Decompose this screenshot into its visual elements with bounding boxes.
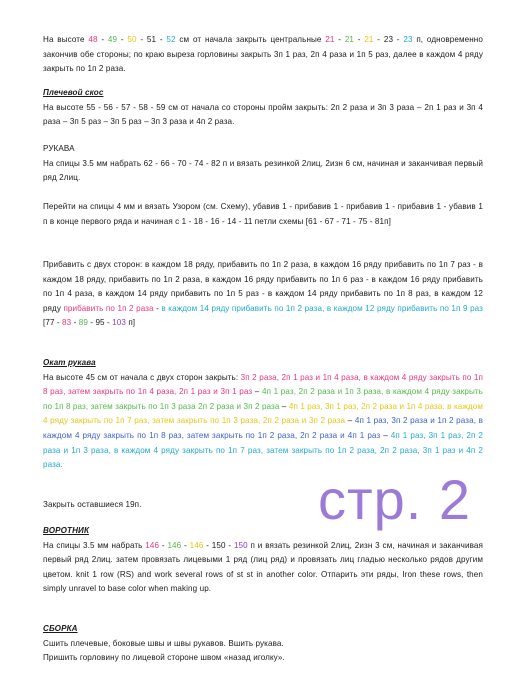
size-value: 51 [146,35,157,44]
size-instruction: 3п 2 раза, 2п 1 раз и 1п 4 раза, в каждом 4 ряду закрыть по 1п 8 раз, затем закрыть по 1п 4 раза, 2п 1 раз и 3п 1 раз [43,372,483,397]
text: см от начала закрыть центральные [175,35,326,44]
size-instruction: 4п 1 раз, 2п 2 раза и 1п 3 раза, в каждом 4 ряду закрыть по 1п 8 раз, затем закрыть по 1п 3 раза 2п 2 раза и 3п 2 раза [43,387,483,411]
text: п и вязать резинкой 2лиц, 2изн 3 см, начиная и заканчивая первый ряд 2лиц. затем провязать лицевыми 1 ряд (лиц ряд) и провязать лиц гладью несколько рядов другим цветом. knit 1 row (RS) and work several rows of st st in another color. Отпарить эти ряды, Iron these rows, then simply unravel to base color when making up. [43,540,483,594]
text: - [373,35,384,44]
size-value: 146 [167,540,182,550]
text: п] [125,318,136,328]
size-value: 23 [403,35,413,44]
text: [77 - [43,318,63,328]
size-instruction: 4п 1 раз, 3п 1 раз, 2п 2 раза и 1п 3 раза, в каждом 4 ряду закрыть по 1п 7 раз, затем закрыть по 1п 2 раза, 2п 2 раза, 3п 1 раз и 4п 2 раза. [43,430,483,470]
text: - [156,35,167,44]
size-value: 21 [364,35,374,44]
size-value: 49 [107,35,118,44]
text: Прибавить с двух сторон: в каждом 18 ряду, прибавить по 1п 2 раза, в каждом 16 ряду прибавить по 1п 7 раз - в каждом 18 ряду, прибавить по 1п 2 раза, в каждом 16 ряду прибавить по 1п 6 раз - в каждом 16 ряду прибавить по 1п 4 раза, в каждом 14 ряду прибавить по 1п 5 раз - в каждом 14 ряду прибавить по 1п 8 раз, в каждом 12 ряду [43,260,483,313]
text: На высоте 45 см от начала с двух сторон закрыть: [43,372,241,382]
text: - [104,318,113,328]
text: На спицы 3.5 мм набрать [43,540,146,550]
text: - 150 - [203,540,234,550]
size-instruction: 4п 1 раз, 3п 2 раза и 1п 2 раза, в каждом 4 ряду закрыть по 1п 8 раз, затем закрыть по 1п 2 раза, 2п 2 раза и 4п 1 раз [43,416,483,440]
size-value: 89 [78,318,88,328]
section-text: На спицы 3.5 мм набрать 62 - 66 - 70 - 74 - 82 п и вязать резинкой 2лиц, 2изн 6 см, начиная и заканчивая первый ряд 2лиц. [43,158,483,183]
text: - [97,35,108,44]
section-heading: Окат рукава [43,358,96,367]
paragraph-neckline [43,33,483,77]
section-heading: РУКАВА [43,144,75,153]
text: - [136,35,147,44]
text: - [334,35,345,44]
text: прибавить по 1п 2 раза [63,303,154,313]
text: - [159,540,168,550]
text: – [345,416,355,426]
text: - [153,303,162,313]
section-text: Пришить горловину по лицевой стороне швом «назад иголку». [43,653,285,663]
text: – [279,401,289,411]
text: п, [412,35,424,44]
section-sleeves [43,142,483,186]
text: На высоте [43,35,89,44]
section-assembly [43,622,483,666]
section-heading: СБОРКА [43,624,78,633]
text: в каждом 14 ряду прибавить по 1п 2 раза, в каждом 12 ряду прибавить по 1п 9 раз [161,303,483,313]
section-text: Сшить плечевые, боковые швы и швы рукавов. Вшить рукава. [43,638,284,648]
text: - [181,540,190,550]
text: - [87,318,96,328]
section-shoulder-slope [43,86,483,130]
size-value: 48 [88,35,98,44]
text: Перейти на спицы 4 мм и вязать Узором (см. Схему), убавив 1 - прибавив 1 - прибавив 1 - прибавив 1 - убавив 1 п в конце первого ряда и начиная с 1 - 18 - 16 - 14 - 11 петли схемы [61 - 67 - 71 - 75 - 81п] [43,202,483,226]
size-value: 21 [344,35,355,44]
section-sleeve-cap [43,356,483,473]
size-value: 150 [233,540,248,550]
text: - [354,35,365,44]
paragraph-increases [43,258,483,331]
section-collar [43,524,483,597]
size-value: 95 [95,318,105,328]
page-number-label: стр. 2 [318,468,472,531]
text: Закрыть оставшиеся 19п. [43,500,142,509]
section-text: На высоте 55 - 56 - 57 - 58 - 59 см от начала со стороны пройм закрыть: 2п 2 раза и 3п 3 раза – 2п 1 раз и 3п 4 раза – 3п 5 раз – 3п 5 раз – 3п 3 раза и 4п 2 раза. [43,102,483,127]
text: – [252,387,262,397]
text: - [117,35,128,44]
size-value: 52 [166,35,176,44]
text: - [71,318,79,328]
section-heading: Плечевой скос [43,88,104,97]
size-value: 50 [127,35,137,44]
paragraph-pattern [43,200,483,229]
size-value: 83 [62,318,72,328]
size-value: 146 [189,540,204,550]
text: – [380,430,391,440]
section-heading: ВОРОТНИК [43,526,90,535]
text: одновременно закончив обе стороны; по краю выреза горловины закрыть 3п 1 раз, 2п 4 раза и 1п 5 раз, далее в каждом 4 ряду закрыть по 1п 2 раза. [43,35,483,74]
size-value: 146 [145,540,160,550]
size-value: 103 [112,318,126,328]
text: - [393,35,404,44]
size-value: 23 [383,35,394,44]
size-value: 21 [325,35,335,44]
size-instruction: 4п 1 раз, 3п 1 раз, 2п 2 раза и 1п 4 раза, в каждом 4 ряду закрыть по 1п 7 раз, затем закрыть по 1п 3 раза, 2п 2 раза и 3п 2 раза [43,401,483,426]
